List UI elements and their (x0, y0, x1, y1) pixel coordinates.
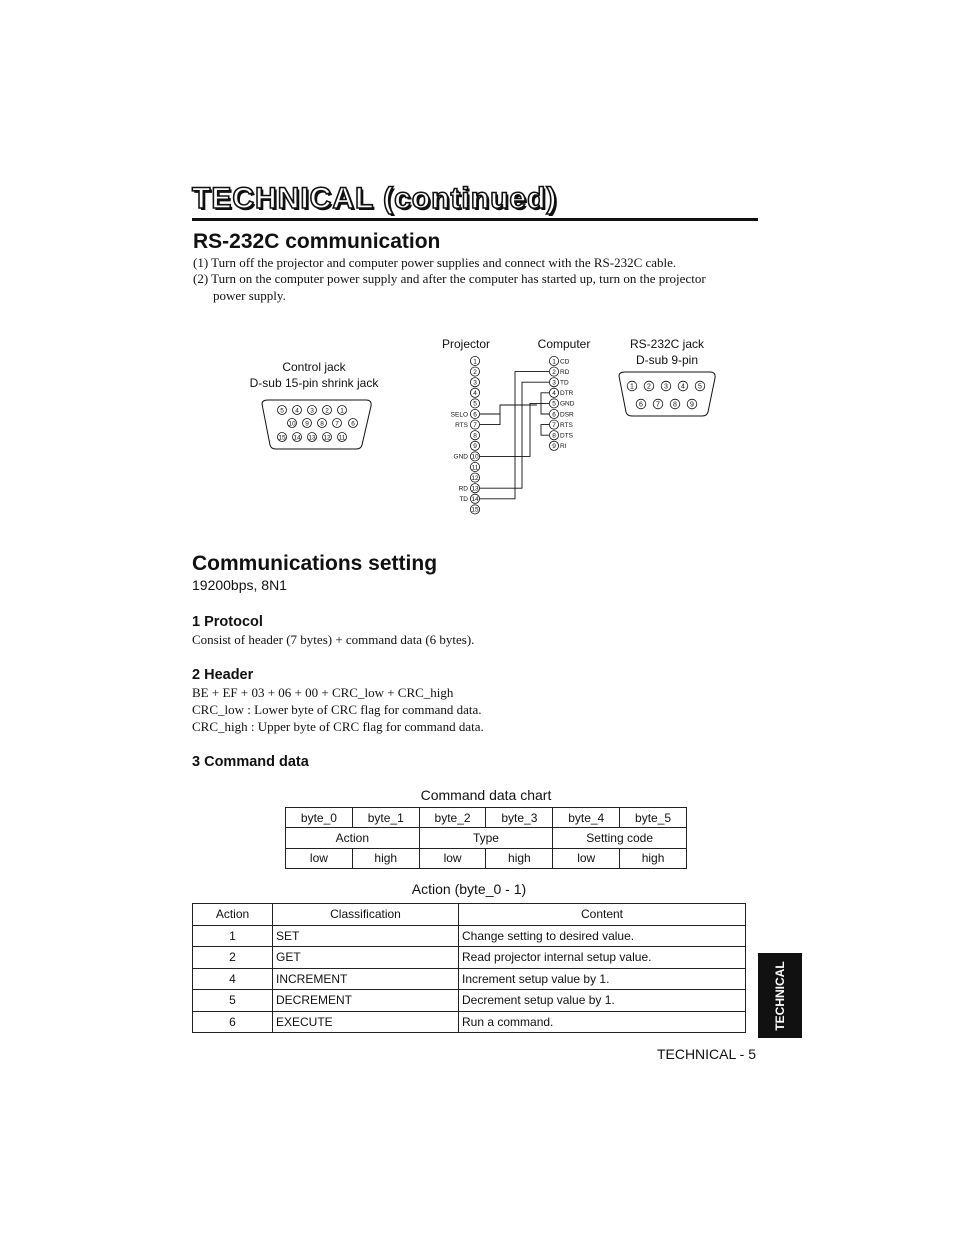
byte-3-header: byte_3 (486, 808, 553, 828)
wire-gnd (480, 403, 549, 456)
byte-5-header: byte_5 (620, 808, 687, 828)
dsub15-pin-13: 13 (308, 434, 316, 442)
action-high: high (352, 848, 419, 868)
type-group: Type (419, 828, 553, 848)
projector-pin-6: 6 (473, 411, 477, 419)
page-number: TECHNICAL - 5 (656, 1046, 756, 1062)
byte-0-header: byte_0 (286, 808, 353, 828)
dsub9-pin-4: 4 (681, 383, 685, 391)
dsub9-pin-1: 1 (630, 383, 634, 391)
action-code: 1 (193, 925, 273, 947)
content-header: Content (459, 904, 746, 926)
computer-pin-6: 6 (552, 411, 556, 419)
classification: EXECUTE (273, 1011, 459, 1033)
page-title: TECHNICAL (continued) (192, 182, 558, 215)
type-low: low (419, 848, 486, 868)
rs232-heading: RS-232C communication (193, 230, 441, 253)
wire-rts-dts-loop (541, 425, 549, 436)
action-group: Action (286, 828, 420, 848)
table-row (193, 947, 746, 969)
computer-pin-8: 8 (552, 432, 556, 440)
projector-pin-10: 10 (471, 453, 479, 461)
table-row (193, 925, 746, 947)
wire-selo-link (500, 405, 537, 414)
comm-heading: Communications setting (192, 552, 438, 575)
dsub9-pin-3: 3 (664, 383, 668, 391)
projector-pin-7: 7 (473, 421, 477, 429)
dsub15-pin-15: 15 (278, 434, 286, 442)
wire-selo-rts (480, 414, 500, 425)
computer-pin-1: 1 (552, 358, 556, 366)
computer-signal-dtr: DTR (560, 390, 574, 398)
dsub15-pin-12: 12 (323, 434, 331, 442)
setting-high: high (620, 848, 687, 868)
table-row (193, 990, 746, 1012)
header-line-3: CRC_high : Upper byte of CRC flag for command data. (192, 719, 484, 734)
content: Increment setup value by 1. (459, 968, 746, 990)
dsub9-pin-8: 8 (673, 401, 677, 409)
dsub9-pin-9: 9 (690, 401, 694, 409)
projector-signal-rd: RD (458, 485, 468, 493)
dsub15-pin-10: 10 (288, 420, 296, 428)
projector-pin-2: 2 (473, 368, 477, 376)
command-data-chart (285, 807, 687, 869)
header-heading: 2 Header (192, 667, 254, 683)
protocol-heading: 1 Protocol (192, 614, 263, 630)
byte-1-header: byte_1 (352, 808, 419, 828)
action-header: Action (193, 904, 273, 926)
dsub15-pin-2: 2 (325, 407, 329, 415)
control-jack-label: Control jack (282, 360, 346, 374)
projector-pin-4: 4 (473, 390, 477, 398)
content: Decrement setup value by 1. (459, 990, 746, 1012)
setting-code-group: Setting code (553, 828, 687, 848)
computer-label: Computer (537, 337, 591, 351)
action-table (192, 903, 746, 1033)
projector-signal-td: TD (459, 496, 468, 504)
classification: INCREMENT (273, 968, 459, 990)
command-heading: 3 Command data (192, 754, 309, 770)
header-line-2: CRC_low : Lower byte of CRC flag for command data. (192, 702, 482, 717)
content: Read projector internal setup value. (459, 947, 746, 969)
computer-pin-7: 7 (552, 421, 556, 429)
projector-pin-11: 11 (471, 464, 479, 472)
header-line-1: BE + EF + 03 + 06 + 00 + CRC_low + CRC_high (192, 685, 454, 700)
dsub15-pin-7: 7 (335, 420, 339, 428)
action-code: 2 (193, 947, 273, 969)
projector-pin-15: 15 (471, 506, 479, 514)
projector-pin-13: 13 (471, 485, 479, 493)
dsub9-pin-5: 5 (698, 383, 702, 391)
rs232-step-1: (1) Turn off the projector and computer power supplies and connect with the RS-232C cable. (193, 255, 677, 270)
rs232-jack-type: D-sub 9-pin (635, 353, 699, 367)
projector-pin-9: 9 (473, 443, 477, 451)
comm-speed: 19200bps, 8N1 (192, 577, 287, 593)
dsub9-outline (619, 372, 715, 416)
action-code: 4 (193, 968, 273, 990)
action-code: 6 (193, 1011, 273, 1033)
command-chart-title: Command data chart (420, 787, 552, 803)
projector-pin-14: 14 (471, 496, 479, 504)
rs232-jack-label: RS-232C jack (629, 337, 705, 351)
computer-signal-td: TD (560, 379, 569, 387)
projector-pin-5: 5 (473, 400, 477, 408)
dsub15-pin-4: 4 (295, 407, 299, 415)
dsub15-pin-3: 3 (310, 407, 314, 415)
dsub15-pin-8: 8 (320, 420, 324, 428)
computer-pin-5: 5 (552, 400, 556, 408)
table-row (193, 968, 746, 990)
content: Run a command. (459, 1011, 746, 1033)
dsub15-pin-11: 11 (338, 434, 346, 442)
classification-header: Classification (273, 904, 459, 926)
projector-label: Projector (441, 337, 491, 351)
projector-signal-rts: RTS (455, 421, 468, 429)
dsub9-pin-2: 2 (647, 383, 651, 391)
section-side-tab-label: TECHNICAL (773, 960, 787, 1031)
content: Change setting to desired value. (459, 925, 746, 947)
dsub15-pin-1: 1 (340, 407, 344, 415)
classification: SET (273, 925, 459, 947)
dsub9-pin-7: 7 (656, 401, 660, 409)
dsub15-pin-9: 9 (305, 420, 309, 428)
classification: GET (273, 947, 459, 969)
classification: DECREMENT (273, 990, 459, 1012)
computer-pin-9: 9 (552, 443, 556, 451)
projector-signal-selo: SELO (450, 411, 468, 419)
dsub15-pin-14: 14 (293, 434, 301, 442)
action-low: low (286, 848, 353, 868)
computer-signal-ri: RI (560, 443, 567, 451)
rs232-step-2: (2) Turn on the computer power supply and after the computer has started up, turn on the projector (193, 271, 706, 286)
action-code: 5 (193, 990, 273, 1012)
dsub9-pin-6: 6 (639, 401, 643, 409)
projector-pin-1: 1 (473, 358, 477, 366)
projector-pin-8: 8 (473, 432, 477, 440)
dsub15-pin-5: 5 (280, 407, 284, 415)
computer-signal-gnd: GND (560, 400, 575, 408)
projector-pin-3: 3 (473, 379, 477, 387)
type-high: high (486, 848, 553, 868)
control-jack-type: D-sub 15-pin shrink jack (249, 376, 379, 390)
wire-td-rd (480, 372, 549, 499)
byte-4-header: byte_4 (553, 808, 620, 828)
computer-signal-dsr: DSR (560, 411, 574, 419)
computer-pin-3: 3 (552, 379, 556, 387)
computer-signal-cd: CD (560, 358, 570, 366)
projector-pin-12: 12 (471, 474, 479, 482)
byte-2-header: byte_2 (419, 808, 486, 828)
setting-low: low (553, 848, 620, 868)
computer-signal-rts: RTS (560, 421, 573, 429)
table-row (193, 1011, 746, 1033)
computer-pin-2: 2 (552, 368, 556, 376)
projector-signal-gnd: GND (453, 453, 468, 461)
dsub15-pin-6: 6 (351, 420, 355, 428)
computer-pin-4: 4 (552, 390, 556, 398)
section-side-tab (758, 953, 802, 1038)
wire-rd-td (480, 382, 549, 488)
protocol-text: Consist of header (7 bytes) + command data (6 bytes). (192, 632, 475, 647)
computer-signal-rd: RD (560, 368, 570, 376)
rs232-step-2-cont: power supply. (213, 288, 286, 303)
computer-signal-dts: DTS (560, 432, 573, 440)
action-table-title: Action (byte_0 - 1) (411, 881, 527, 897)
